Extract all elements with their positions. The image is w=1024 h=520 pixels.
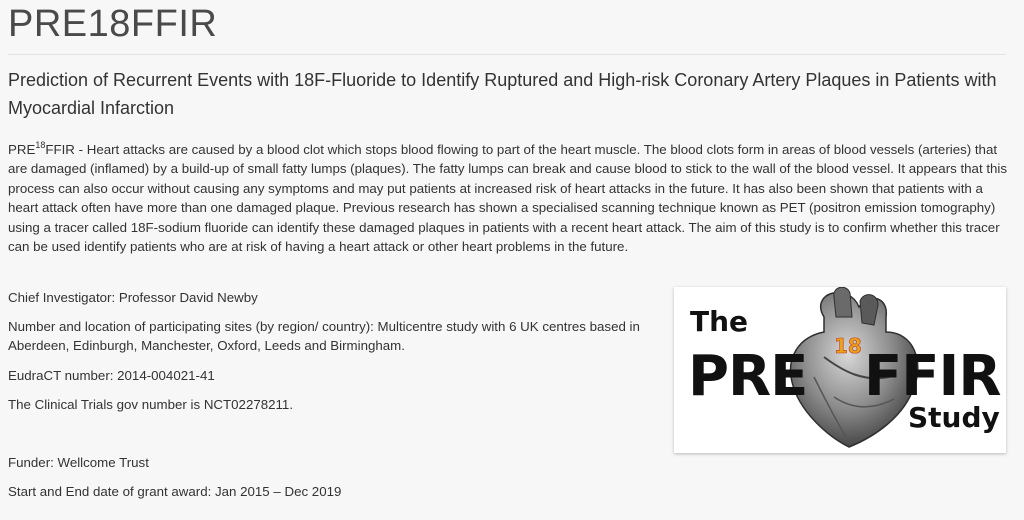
summary-superscript: 18 <box>35 139 46 150</box>
clinical-trials-number: The Clinical Trials gov number is NCT02278211. <box>8 397 294 412</box>
summary-prefix: PRE <box>8 142 36 157</box>
logo-the: The <box>690 305 749 338</box>
eudract-number: EudraCT number: 2014-004021-41 <box>8 368 215 383</box>
grant-dates: Start and End date of grant award: Jan 2015 – Dec 2019 <box>8 484 342 499</box>
participating-sites: Number and location of participating sites (by region/ country): Multicentre study with 6 UK centres based in Aberdeen, Edinburgh, Manchester, Oxford, Leeds and Birmingham. <box>8 319 640 354</box>
study-subtitle: Prediction of Recurrent Events with 18F-Fluoride to Identify Ruptured and High-risk Coronary Artery Plaques in Patients with Myocardial Infarction <box>8 70 997 118</box>
study-logo <box>674 287 1006 453</box>
chief-investigator: Chief Investigator: Professor David Newby <box>8 290 258 305</box>
study-summary <box>8 140 1010 256</box>
title-divider <box>8 54 1006 55</box>
logo-study: Study <box>908 401 1000 434</box>
prefir-logo-graphic <box>674 287 1006 453</box>
page-title: PRE18FFIR <box>8 3 218 45</box>
summary-text: FFIR - Heart attacks are caused by a blood clot which stops blood flowing to part of the heart muscle. The blood clots form in areas of blood vessels (arteries) that are damaged (inflamed) by a build-up of small fatty lumps (plaques). The fatty lumps can break and cause blood to stick to the wall of the blood vessel. It appears that this process can also occur without causing any symptoms and may put patients at increased risk of heart attacks in the future. It has also been shown that patients with a heart attack often have more than one damaged plaque. Previous research has shown a specialised scanning technique known as PET (positron emission tomography) using a tracer called 18F-sodium fluoride can identify these damaged plaques in patients with a recent heart attack. The aim of this study is to confirm whether this tracer can be used identify patients who are at risk of having a heart attack or other heart problems in the future. <box>8 142 1008 255</box>
logo-number: 18 <box>834 334 862 358</box>
logo-pre: PRE <box>688 344 808 409</box>
funder: Funder: Wellcome Trust <box>8 455 149 470</box>
logo-ffir: FFIR <box>864 344 1001 409</box>
